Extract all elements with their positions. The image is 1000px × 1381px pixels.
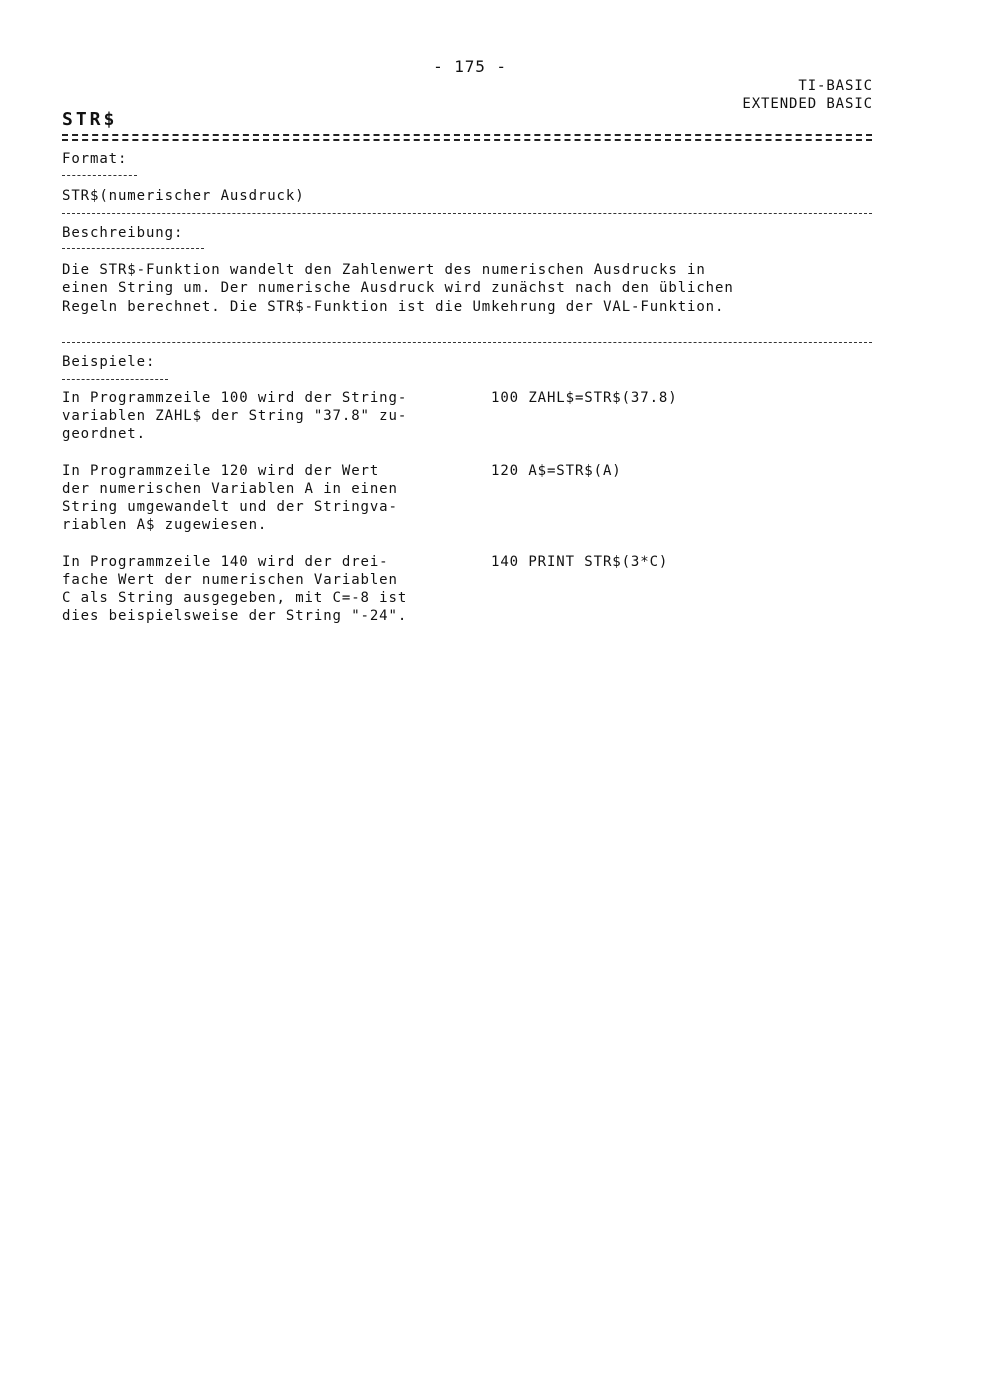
section-rule-2 [62,342,872,343]
example-3-text-line-4: dies beispielsweise der String "-24". [62,608,408,624]
description-line-2: einen String um. Der numerische Ausdruck wird zunächst nach den üblichen [62,280,734,296]
example-3-code: 140 PRINT STR$(3*C) [491,554,669,570]
format-syntax: STR$(numerischer Ausdruck) [62,188,305,204]
description-line-3: Regeln berechnet. Die STR$-Funktion ist die Umkehrung der VAL-Funktion. [62,299,725,315]
example-2-text-line-4: riablen A$ zugewiesen. [62,517,268,533]
keyword-title: STR$ [62,109,118,130]
description-label: Beschreibung: [62,225,184,241]
example-3-text-line-1: In Programmzeile 140 wird der drei- [62,554,389,570]
example-1-text-line-2: variablen ZAHL$ der String "37.8" zu- [62,408,408,424]
example-1-text-line-1: In Programmzeile 100 wird der String- [62,390,408,406]
examples-label-underline [62,379,168,380]
example-2-text-line-1: In Programmzeile 120 wird der Wert [62,463,380,479]
format-label: Format: [62,151,128,167]
example-2-code: 120 A$=STR$(A) [491,463,622,479]
description-line-1: Die STR$-Funktion wandelt den Zahlenwert des numerischen Ausdrucks in [62,262,706,278]
format-label-underline [62,175,137,176]
system-label-ti-basic: TI-BASIC [798,78,873,94]
description-label-underline [62,248,204,249]
page-number: - 175 - [433,57,507,76]
example-3-text-line-2: fache Wert der numerischen Variablen [62,572,398,588]
example-1-code: 100 ZAHL$=STR$(37.8) [491,390,678,406]
example-2-text-line-2: der numerischen Variablen A in einen [62,481,398,497]
example-3-text-line-3: C als String ausgegeben, mit C=-8 ist [62,590,408,606]
title-double-rule [62,134,872,141]
examples-label: Beispiele: [62,354,156,370]
example-2-text-line-3: String umgewandelt und der Stringva- [62,499,398,515]
section-rule-1 [62,213,872,214]
system-label-extended-basic: EXTENDED BASIC [742,96,873,112]
example-1-text-line-3: geordnet. [62,426,146,442]
